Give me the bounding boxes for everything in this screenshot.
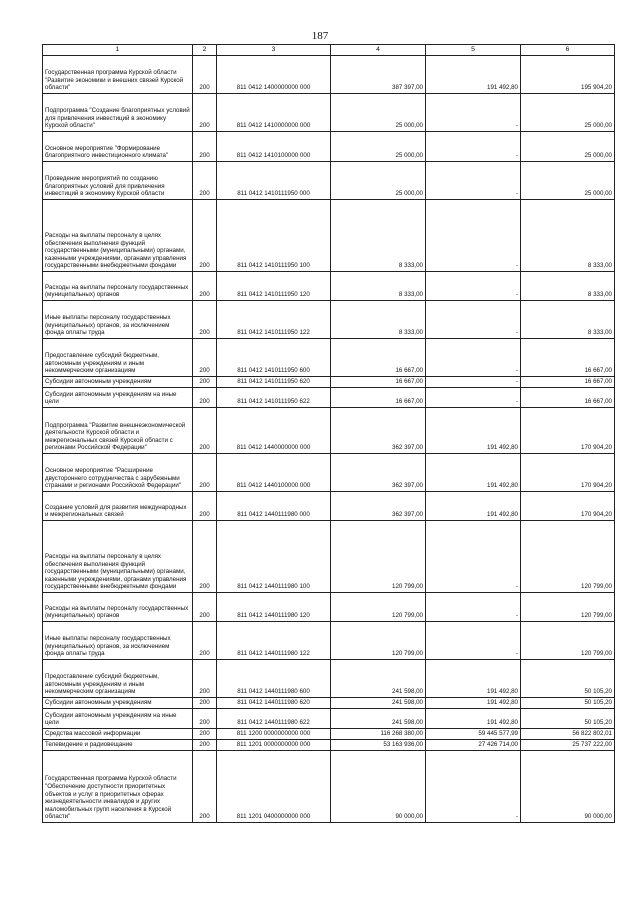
row-amount-executed: 191 492,80	[426, 492, 521, 521]
row-amount-total: 120 799,00	[331, 521, 426, 593]
table-row	[43, 301, 615, 339]
row-classification: 811 0412 1410111950 600	[217, 339, 331, 377]
row-code: 200	[193, 56, 217, 94]
row-amount-total: 16 667,00	[331, 377, 426, 388]
row-amount-total: 8 333,00	[331, 200, 426, 272]
row-code: 200	[193, 660, 217, 698]
row-amount-total: 90 000,00	[331, 751, 426, 823]
row-code: 200	[193, 408, 217, 454]
table-row	[43, 200, 615, 272]
row-amount-total: 241 598,00	[331, 660, 426, 698]
row-code: 200	[193, 454, 217, 492]
row-amount-total: 120 799,00	[331, 593, 426, 622]
row-amount-total: 53 163 936,00	[331, 740, 426, 751]
row-classification: 811 0412 1410000000 000	[217, 94, 331, 132]
col-header-6: 6	[521, 45, 615, 56]
row-amount-executed: 191 492,80	[426, 709, 521, 729]
row-classification: 811 0412 1440111980 600	[217, 660, 331, 698]
row-classification: 811 0412 1440000000 000	[217, 408, 331, 454]
row-amount-executed: 191 492,80	[426, 698, 521, 709]
row-amount-remaining: 50 105,20	[521, 660, 615, 698]
table-row	[43, 132, 615, 162]
row-code: 200	[193, 301, 217, 339]
row-amount-executed: 59 445 577,99	[426, 729, 521, 740]
table-row	[43, 740, 615, 751]
row-code: 200	[193, 162, 217, 200]
row-description: Субсидии автономным учреждениям на иные цели	[43, 709, 193, 729]
table-row	[43, 622, 615, 660]
row-amount-total: 25 000,00	[331, 132, 426, 162]
row-code: 200	[193, 751, 217, 823]
row-description: Основное мероприятие "Расширение двустороннего сотрудничества с зарубежными странами и регионами Российской Федерации"	[43, 454, 193, 492]
row-amount-executed: -	[426, 593, 521, 622]
col-header-4: 4	[331, 45, 426, 56]
row-amount-executed: 191 492,80	[426, 454, 521, 492]
row-classification: 811 0412 1440111980 622	[217, 709, 331, 729]
row-amount-remaining: 8 333,00	[521, 301, 615, 339]
row-amount-total: 16 667,00	[331, 339, 426, 377]
col-header-1: 1	[43, 45, 193, 56]
table-row	[43, 162, 615, 200]
row-amount-executed: -	[426, 162, 521, 200]
row-classification: 811 0412 1410111950 100	[217, 200, 331, 272]
row-amount-executed: -	[426, 622, 521, 660]
row-description: Подпрограмма "Создание благоприятных условий для привлечения инвестиций в экономику Курской области"	[43, 94, 193, 132]
row-description: Субсидии автономным учреждениям на иные цели	[43, 388, 193, 408]
row-amount-executed: -	[426, 200, 521, 272]
table-row	[43, 272, 615, 301]
row-description: Расходы на выплаты персоналу в целях обеспечения выполнения функций государственными (муниципальными) органами, казенными учреждениями, органами управления государственными внебюджетными фондами	[43, 521, 193, 593]
row-description: Предоставление субсидий бюджетным, автономным учреждениям и иным некоммерческим организациям	[43, 660, 193, 698]
row-amount-remaining: 90 000,00	[521, 751, 615, 823]
row-code: 200	[193, 698, 217, 709]
row-amount-executed: -	[426, 521, 521, 593]
row-code: 200	[193, 740, 217, 751]
col-header-5: 5	[426, 45, 521, 56]
row-code: 200	[193, 593, 217, 622]
col-header-2: 2	[193, 45, 217, 56]
row-amount-total: 25 000,00	[331, 162, 426, 200]
row-amount-total: 241 598,00	[331, 709, 426, 729]
col-header-3: 3	[217, 45, 331, 56]
row-classification: 811 0412 1440111980 120	[217, 593, 331, 622]
row-amount-total: 16 667,00	[331, 388, 426, 408]
row-amount-total: 362 397,00	[331, 492, 426, 521]
row-amount-total: 120 799,00	[331, 622, 426, 660]
row-code: 200	[193, 521, 217, 593]
row-description: Создание условий для развития международных и межрегиональных связей	[43, 492, 193, 521]
row-description: Субсидии автономным учреждениям	[43, 698, 193, 709]
header-row	[43, 45, 615, 56]
row-amount-remaining: 16 667,00	[521, 388, 615, 408]
table-row	[43, 492, 615, 521]
row-amount-executed: -	[426, 301, 521, 339]
row-classification: 811 0412 1410111950 620	[217, 377, 331, 388]
row-amount-remaining: 25 000,00	[521, 132, 615, 162]
row-description: Расходы на выплаты персоналу в целях обеспечения выполнения функций государственными (муниципальными) органами, казенными учреждениями, органами управления государственными внебюджетными фондами	[43, 200, 193, 272]
table-row	[43, 521, 615, 593]
row-amount-remaining: 170 904,20	[521, 408, 615, 454]
row-code: 200	[193, 622, 217, 660]
row-description: Расходы на выплаты персоналу государственных (муниципальных) органов	[43, 593, 193, 622]
table-row	[43, 339, 615, 377]
row-classification: 811 0412 1410111950 000	[217, 162, 331, 200]
row-amount-remaining: 170 904,20	[521, 492, 615, 521]
row-amount-remaining: 16 667,00	[521, 339, 615, 377]
table-row	[43, 56, 615, 94]
row-amount-remaining: 50 105,20	[521, 709, 615, 729]
row-code: 200	[193, 132, 217, 162]
row-amount-executed: 27 426 714,00	[426, 740, 521, 751]
row-amount-executed: 191 492,80	[426, 56, 521, 94]
row-amount-remaining: 25 000,00	[521, 94, 615, 132]
row-code: 200	[193, 94, 217, 132]
row-code: 200	[193, 492, 217, 521]
row-classification: 811 1201 0400000000 000	[217, 751, 331, 823]
table-row	[43, 709, 615, 729]
row-classification: 811 0412 1440111980 000	[217, 492, 331, 521]
row-classification: 811 1200 0000000000 000	[217, 729, 331, 740]
row-amount-executed: -	[426, 272, 521, 301]
table-row	[43, 751, 615, 823]
row-amount-remaining: 8 333,00	[521, 200, 615, 272]
row-amount-remaining: 50 105,20	[521, 698, 615, 709]
row-description: Предоставление субсидий бюджетным, автономным учреждениям и иным некоммерческим организациям	[43, 339, 193, 377]
page-number: 187	[311, 30, 329, 42]
table-row	[43, 593, 615, 622]
row-amount-remaining: 120 799,00	[521, 593, 615, 622]
row-amount-total: 387 397,00	[331, 56, 426, 94]
row-amount-remaining: 195 904,20	[521, 56, 615, 94]
row-amount-total: 362 397,00	[331, 454, 426, 492]
row-classification: 811 0412 1440111980 100	[217, 521, 331, 593]
row-amount-executed: 191 492,80	[426, 660, 521, 698]
row-amount-remaining: 25 737 222,00	[521, 740, 615, 751]
row-classification: 811 0412 1410111950 622	[217, 388, 331, 408]
table-row	[43, 698, 615, 709]
row-description: Иные выплаты персоналу государственных (муниципальных) органов, за исключением фонда оплаты труда	[43, 622, 193, 660]
row-amount-total: 241 598,00	[331, 698, 426, 709]
row-amount-remaining: 120 799,00	[521, 622, 615, 660]
table-row	[43, 408, 615, 454]
row-classification: 811 0412 1440111980 620	[217, 698, 331, 709]
budget-table	[42, 44, 615, 823]
row-description: Государственная программа Курской области "Обеспечение доступности приоритетных объектов и услуг в приоритетных сферах жизнедеятельности инвалидов и других маломобильных групп населения в Курской области"	[43, 751, 193, 823]
table-row	[43, 94, 615, 132]
row-amount-executed: 191 492,80	[426, 408, 521, 454]
row-amount-remaining: 120 799,00	[521, 521, 615, 593]
row-amount-executed: -	[426, 132, 521, 162]
row-description: Расходы на выплаты персоналу государственных (муниципальных) органов	[43, 272, 193, 301]
row-amount-remaining: 170 904,20	[521, 454, 615, 492]
row-code: 200	[193, 388, 217, 408]
row-amount-executed: -	[426, 388, 521, 408]
row-classification: 811 0412 1440100000 000	[217, 454, 331, 492]
row-description: Субсидии автономным учреждениям	[43, 377, 193, 388]
row-amount-remaining: 16 667,00	[521, 377, 615, 388]
row-description: Подпрограмма "Развитие внешнеэкономической деятельности Курской области и межрегиональных связей Курской области с регионами Российской Федерации"	[43, 408, 193, 454]
row-amount-total: 25 000,00	[331, 94, 426, 132]
row-amount-total: 8 333,00	[331, 301, 426, 339]
row-amount-remaining: 25 000,00	[521, 162, 615, 200]
row-amount-remaining: 8 333,00	[521, 272, 615, 301]
row-code: 200	[193, 200, 217, 272]
row-code: 200	[193, 729, 217, 740]
row-amount-executed: -	[426, 339, 521, 377]
row-amount-total: 362 397,00	[331, 408, 426, 454]
row-classification: 811 0412 1410111950 122	[217, 301, 331, 339]
row-classification: 811 0412 1410100000 000	[217, 132, 331, 162]
table-row	[43, 388, 615, 408]
row-amount-executed: -	[426, 751, 521, 823]
row-description: Иные выплаты персоналу государственных (муниципальных) органов, за исключением фонда оплаты труда	[43, 301, 193, 339]
row-code: 200	[193, 377, 217, 388]
row-description: Основное мероприятие "Формирование благоприятного инвестиционного климата"	[43, 132, 193, 162]
row-description: Средства массовой информации	[43, 729, 193, 740]
row-description: Государственная программа Курской области "Развитие экономики и внешних связей Курской области"	[43, 56, 193, 94]
row-classification: 811 0412 1410111950 120	[217, 272, 331, 301]
row-amount-executed: -	[426, 94, 521, 132]
table-row	[43, 454, 615, 492]
row-amount-total: 116 268 380,00	[331, 729, 426, 740]
table-row	[43, 660, 615, 698]
row-code: 200	[193, 339, 217, 377]
row-amount-executed: -	[426, 377, 521, 388]
row-classification: 811 0412 1400000000 000	[217, 56, 331, 94]
row-classification: 811 0412 1440111980 122	[217, 622, 331, 660]
row-amount-total: 8 333,00	[331, 272, 426, 301]
row-description: Проведение мероприятий по созданию благоприятных условий для привлечения инвестиций в экономику Курской области	[43, 162, 193, 200]
row-amount-remaining: 56 822 802,01	[521, 729, 615, 740]
row-description: Телевидение и радиовещание	[43, 740, 193, 751]
table-row	[43, 729, 615, 740]
table-row	[43, 377, 615, 388]
row-code: 200	[193, 272, 217, 301]
row-code: 200	[193, 709, 217, 729]
row-classification: 811 1201 0000000000 000	[217, 740, 331, 751]
